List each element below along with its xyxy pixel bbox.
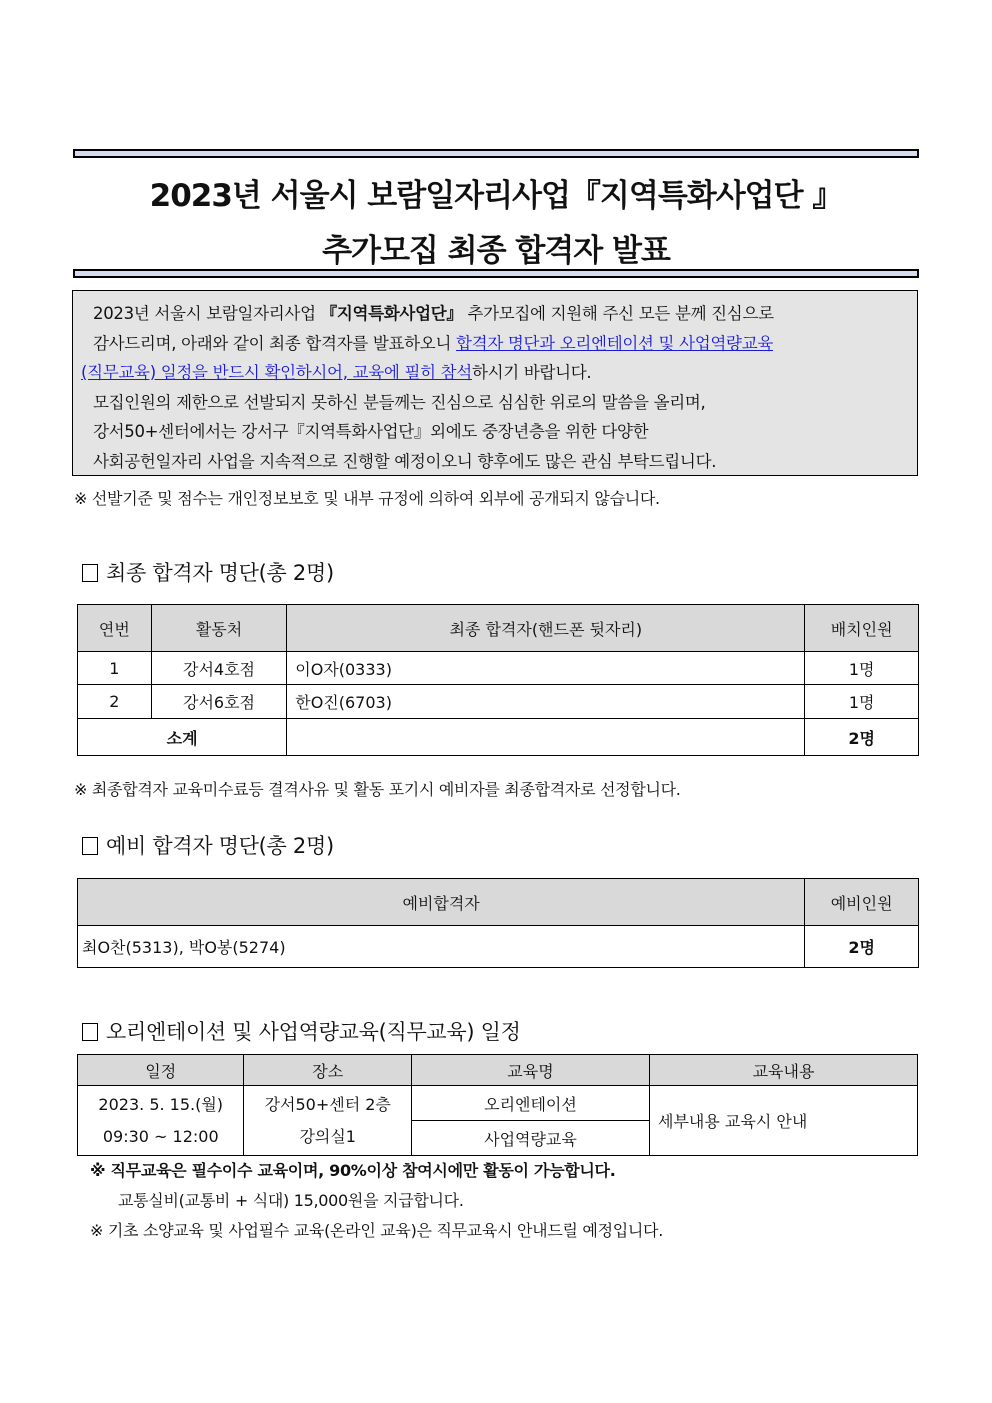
intro-highlight-link: 합격자 명단과 오리엔테이션 및 사업역량교육 [456,333,773,353]
final-note: ※ 최종합격자 교육미수료등 결격사유 및 활동 포기시 예비자를 최종합격자로 선정합니다. [74,780,681,799]
page-title-line1: 2023년 서울시 보람일자리사업『지역특화사업단 』 [149,178,843,214]
col-header: 교육내용 [650,1055,918,1086]
checkbox-square-icon [82,564,98,582]
intro-text: 하시기 바랍니다. [471,363,592,383]
checkbox-square-icon [82,1023,98,1041]
schedule-time: 09:30 ~ 12:00 [102,1126,219,1146]
col-header: 활동처 [151,605,287,652]
table-row [78,685,919,719]
final-heading-text: 최종 합격자 명단(총 2명) [106,561,334,585]
cell-no: 1 [78,652,152,685]
intro-text: 모집인원의 제한으로 선발되지 못하신 분들께는 진심으로 심심한 위로의 말씀을 올리며, [93,392,706,412]
schedule-note-3: ※ 기초 소양교육 및 사업필수 교육(온라인 교육)은 직무교육시 안내드릴 예정입니다. [90,1221,663,1240]
cell-count: 1명 [805,652,919,685]
col-header: 예비인원 [805,879,919,926]
cell-count: 2명 [805,926,919,968]
final-table [77,604,919,756]
reserve-heading-text: 예비 합격자 명단(총 2명) [106,834,334,858]
col-header: 최종 합격자(핸드폰 뒷자리) [287,605,805,652]
table-row [78,926,919,968]
cell-no: 2 [78,685,152,719]
subtotal-empty [287,719,805,756]
reserve-section-heading [82,830,334,860]
schedule-section-heading [82,1016,521,1046]
title-bottom-bar [73,269,919,278]
subtotal-value: 2명 [805,719,919,756]
cell-course: 사업역량교육 [411,1121,649,1156]
intro-highlight-link: (직무교육) 일정을 반드시 확인하시어, 교육에 필히 참석 [81,363,472,383]
intro-program-name: 『지역특화사업단』 [320,304,463,323]
page-title-line2: 추가모집 최종 합격자 발표 [322,233,670,269]
place-line1: 강서50+센터 2층 [264,1094,391,1114]
table-row [78,652,919,685]
intro-text: 사회공헌일자리 사업을 지속적으로 진행할 예정이오니 향후에도 많은 관심 부탁드립니다. [93,451,717,471]
title-top-bar [73,149,919,158]
cell-course: 오리엔테이션 [411,1086,649,1121]
intro-box [72,290,918,476]
cell-place: 강서6호점 [151,685,287,719]
intro-text: 2023년 서울시 보람일자리사업 [93,304,316,323]
schedule-heading-text: 오리엔테이션 및 사업역량교육(직무교육) 일정 [106,1020,521,1044]
intro-text: 추가모집에 지원해 주신 모든 분께 진심으로 [467,304,774,323]
schedule-date: 2023. 5. 15.(월) [98,1094,224,1114]
cell-name: 이O자(0333) [287,652,805,685]
place-line2: 강의실1 [299,1126,356,1146]
intro-text: 강서50+센터에서는 강서구『지역특화사업단』외에도 중장년층을 위한 다양한 [93,422,649,442]
schedule-note-1: ※ 직무교육은 필수이수 교육이며, 90%이상 참여시에만 활동이 가능합니다. [90,1161,616,1180]
subtotal-row [78,719,919,756]
cell-date-time [78,1086,244,1156]
col-header: 일정 [78,1055,244,1086]
schedule-note-2: 교통실비(교통비 + 식대) 15,000원을 지급합니다. [118,1191,464,1210]
intro-text: 감사드리며, 아래와 같이 최종 합격자를 발표하오니 [93,333,457,353]
cell-count: 1명 [805,685,919,719]
col-header: 배치인원 [805,605,919,652]
subtotal-label: 소계 [78,719,287,756]
cell-name: 한O진(6703) [287,685,805,719]
privacy-note: ※ 선발기준 및 점수는 개인정보보호 및 내부 규정에 의하여 외부에 공개되지 않습니다. [74,489,660,508]
col-header: 연번 [78,605,152,652]
table-row [78,1086,918,1121]
checkbox-square-icon [82,837,98,855]
cell-content: 세부내용 교육시 안내 [650,1086,918,1156]
col-header: 예비합격자 [78,879,805,926]
schedule-table [77,1054,918,1156]
cell-place: 강서4호점 [151,652,287,685]
final-section-heading [82,557,334,587]
col-header: 교육명 [411,1055,649,1086]
cell-names: 최O찬(5313), 박O봉(5274) [78,926,805,968]
reserve-table [77,878,919,968]
col-header: 장소 [244,1055,411,1086]
cell-place [244,1086,411,1156]
